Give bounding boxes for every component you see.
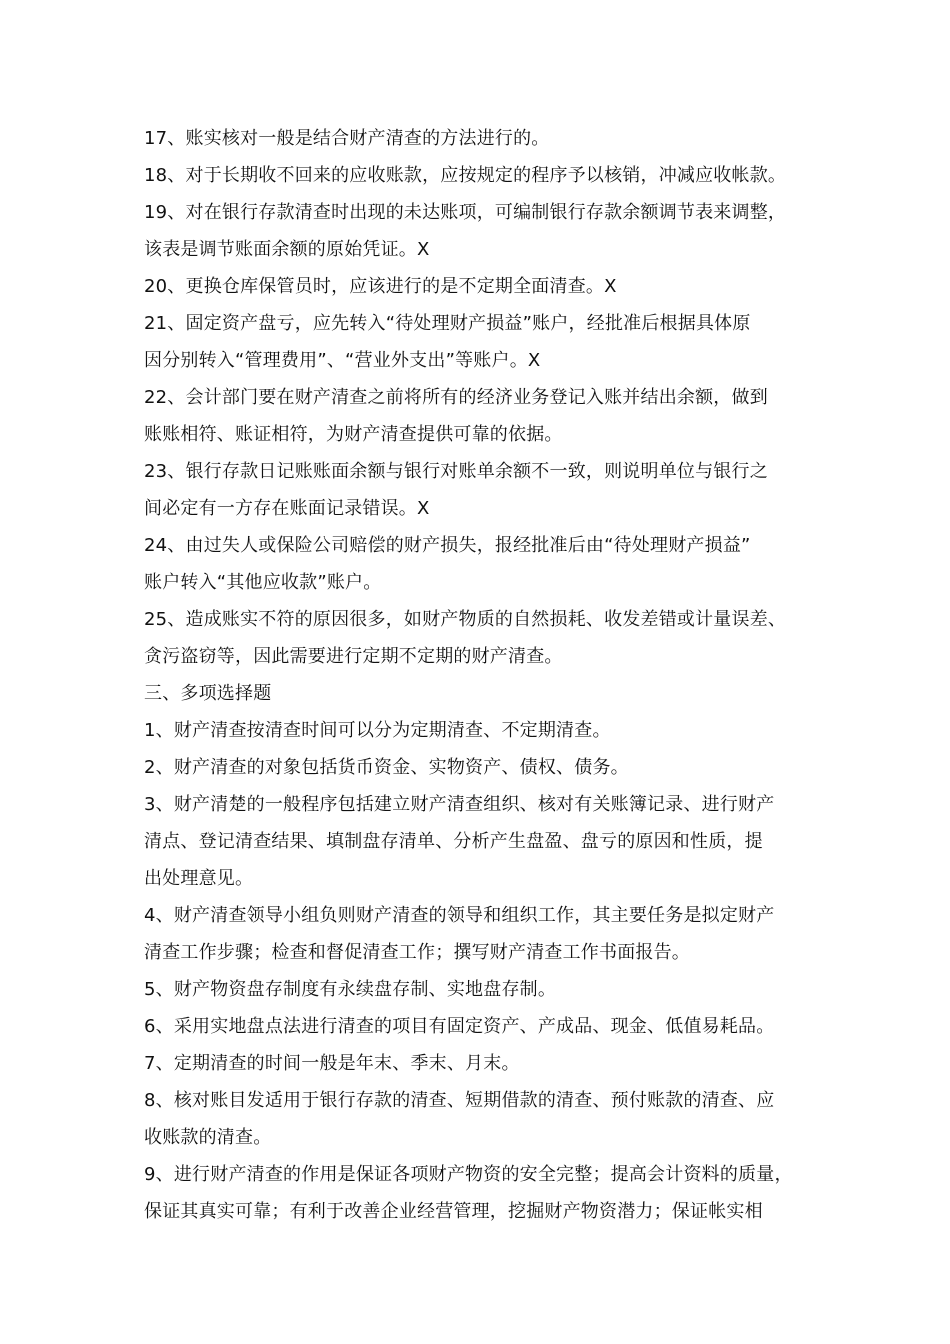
- document-body: [144, 120, 824, 1230]
- text-line: 保证其真实可靠；有利于改善企业经营管理，挖掘财产物资潜力；保证帐实相: [144, 1201, 763, 1222]
- text-line: 17、账实核对一般是结合财产清查的方法进行的。: [144, 128, 550, 149]
- text-line: 清查工作步骤；检查和督促清查工作；撰写财产清查工作书面报告。: [144, 942, 690, 963]
- text-line: 19、对在银行存款清查时出现的未达账项，可编制银行存款余额调节表来调整，: [144, 202, 787, 223]
- text-line: 20、更换仓库保管员时，应该进行的是不定期全面清查。X: [144, 276, 617, 297]
- text-line: 3、财产清楚的一般程序包括建立财产清查组织、核对有关账簿记录、进行财产: [144, 794, 775, 815]
- text-line: 21、固定资产盘亏，应先转入“待处理财产损益”账户，经批准后根据具体原: [144, 313, 751, 334]
- text-line: 8、核对账目发适用于银行存款的清查、短期借款的清查、预付账款的清查、应: [144, 1090, 775, 1111]
- text-line: 6、采用实地盘点法进行清查的项目有固定资产、产成品、现金、低值易耗品。: [144, 1016, 775, 1037]
- text-line: 该表是调节账面余额的原始凭证。X: [144, 239, 430, 260]
- text-line: 出处理意见。: [144, 868, 254, 889]
- text-line: 1、财产清查按清查时间可以分为定期清查、不定期清查。: [144, 720, 611, 741]
- text-line: 22、会计部门要在财产清查之前将所有的经济业务登记入账并结出余额，做到: [144, 387, 768, 408]
- text-line: 账户转入“其他应收款”账户。: [144, 572, 382, 593]
- text-line: 收账款的清查。: [144, 1127, 272, 1148]
- section-heading: 三、多项选择题: [144, 683, 272, 704]
- text-line: 2、财产清查的对象包括货币资金、实物资产、债权、债务。: [144, 757, 629, 778]
- text-line: 贪污盗窃等，因此需要进行定期不定期的财产清查。: [144, 646, 563, 667]
- text-line: 4、财产清查领导小组负则财产清查的领导和组织工作，其主要任务是拟定财产: [144, 905, 775, 926]
- text-line: 因分别转入“管理费用”、“营业外支出”等账户。X: [144, 350, 541, 371]
- text-line: 18、对于长期收不回来的应收账款，应按规定的程序予以核销，冲减应收帐款。: [144, 165, 787, 186]
- text-line: 账账相符、账证相符，为财产清查提供可靠的依据。: [144, 424, 563, 445]
- text-line: 25、造成账实不符的原因很多，如财产物质的自然损耗、收发差错或计量误差、: [144, 609, 787, 630]
- text-line: 清点、登记清查结果、填制盘存清单、分析产生盘盈、盘亏的原因和性质，提: [144, 831, 763, 852]
- text-line: 7、定期清查的时间一般是年末、季末、月末。: [144, 1053, 520, 1074]
- text-line: 5、财产物资盘存制度有永续盘存制、实地盘存制。: [144, 979, 557, 1000]
- text-line: 间必定有一方存在账面记录错误。X: [144, 498, 430, 519]
- text-line: 24、由过失人或保险公司赔偿的财产损失，报经批准后由“待处理财产损益”: [144, 535, 751, 556]
- text-line: 23、银行存款日记账账面余额与银行对账单余额不一致，则说明单位与银行之: [144, 461, 768, 482]
- text-line: 9、进行财产清查的作用是保证各项财产物资的安全完整；提高会计资料的质量，: [144, 1164, 793, 1185]
